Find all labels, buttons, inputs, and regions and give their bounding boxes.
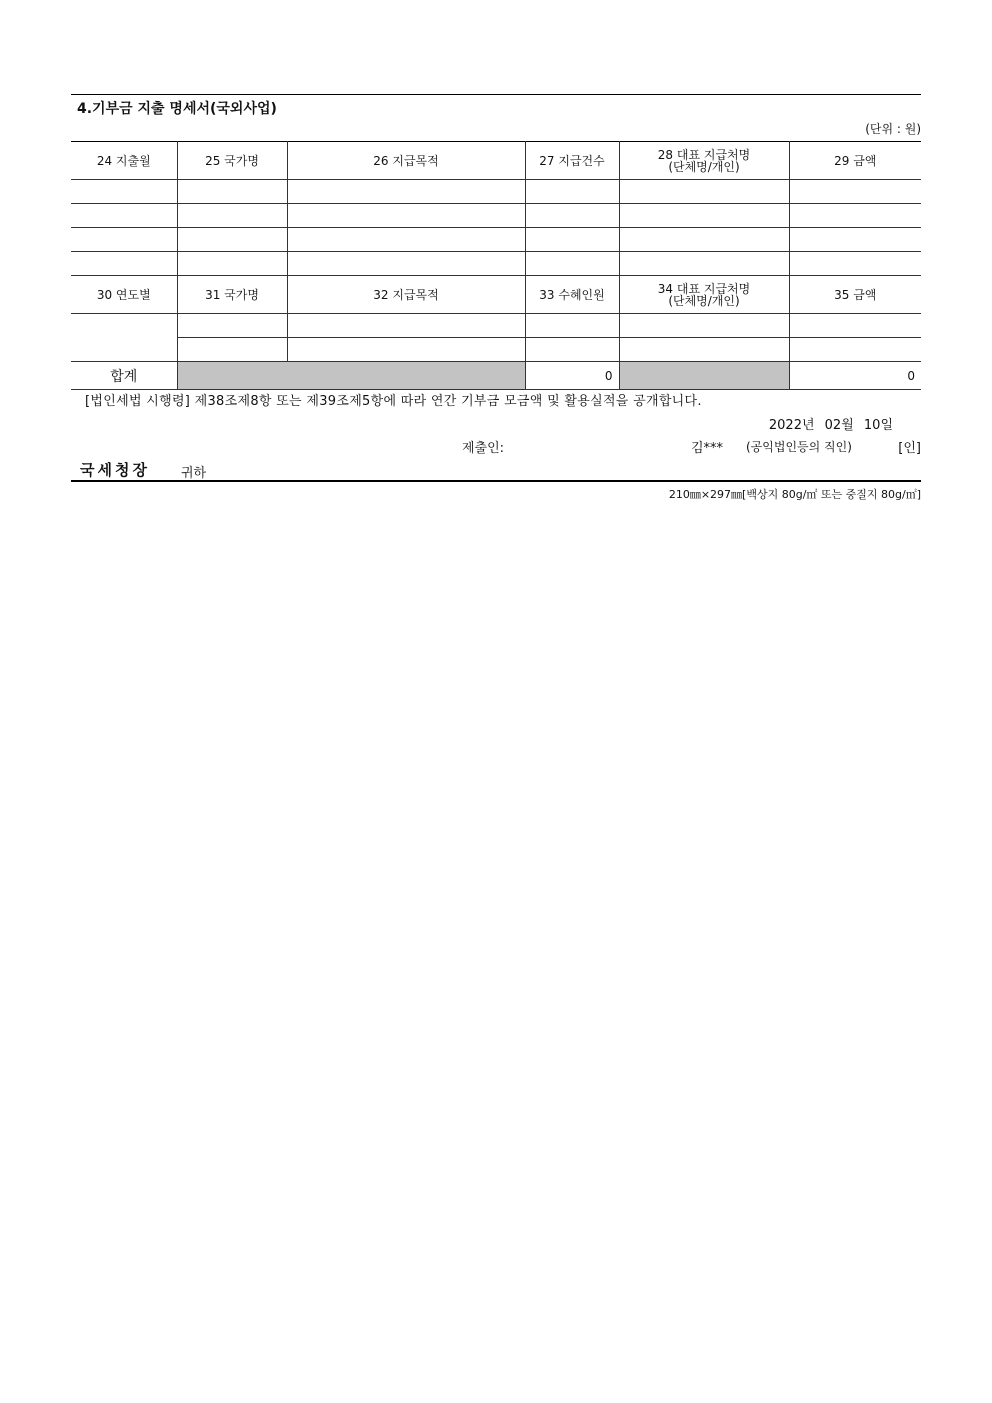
paper-spec: 210㎜×297㎜[백상지 80g/㎡ 또는 중질지 80g/㎡] <box>668 488 921 501</box>
section-title: 4.기부금 지출 명세서(국외사업) <box>77 101 277 117</box>
total-count-value: 0 <box>525 362 619 390</box>
total-label: 합계 <box>71 362 177 390</box>
header-recipient-line2: (단체명/개인) <box>668 159 740 174</box>
header-recipient-2 <box>619 276 789 314</box>
header-recipient-line1: 28 대표 지급처명 <box>657 147 751 162</box>
honorific: 귀하 <box>181 466 207 481</box>
table-row <box>71 338 921 362</box>
bottom-rule <box>71 480 921 482</box>
header-amount-2: 35 금액 <box>789 276 921 314</box>
table-row <box>71 204 921 228</box>
total-shaded-cell <box>177 362 525 390</box>
expenditure-table <box>71 141 921 390</box>
recipient-title: 국세청장 <box>80 461 150 479</box>
top-rule <box>71 94 921 95</box>
header-count: 27 지급건수 <box>525 142 619 180</box>
total-amount-value: 0 <box>789 362 921 390</box>
table-row <box>71 228 921 252</box>
table-header-row <box>71 142 921 180</box>
header-recipient <box>619 142 789 180</box>
header-amount: 29 금액 <box>789 142 921 180</box>
header-recipient-2-line2: (단체명/개인) <box>668 293 740 308</box>
seal-mark: [인] <box>898 441 921 456</box>
header-month: 24 지출월 <box>71 142 177 180</box>
header-purpose: 26 지급목적 <box>287 142 525 180</box>
table-row <box>71 314 921 338</box>
header-country: 25 국가명 <box>177 142 287 180</box>
header-country-2: 31 국가명 <box>177 276 287 314</box>
submitter-name: 김*** <box>691 441 724 456</box>
submitter-role: (공익법인등의 직인) <box>746 440 852 454</box>
header-year: 30 연도별 <box>71 276 177 314</box>
total-row <box>71 362 921 390</box>
table-row <box>71 252 921 276</box>
table-row <box>71 180 921 204</box>
legal-notice: [법인세법 시행령] 제38조제8항 또는 제39조제5항에 따라 연간 기부금 모금액 및 활용실적을 공개합니다. <box>85 394 702 409</box>
total-shaded-cell-2 <box>619 362 789 390</box>
submission-date: 2022년 02월 10일 <box>768 418 893 433</box>
table2-header-row <box>71 276 921 314</box>
header-recipient-2-line1: 34 대표 지급처명 <box>657 281 751 296</box>
submitter-label: 제출인: <box>462 441 505 456</box>
header-beneficiaries: 33 수혜인원 <box>525 276 619 314</box>
unit-label: (단위 : 원) <box>865 122 921 136</box>
header-purpose-2: 32 지급목적 <box>287 276 525 314</box>
